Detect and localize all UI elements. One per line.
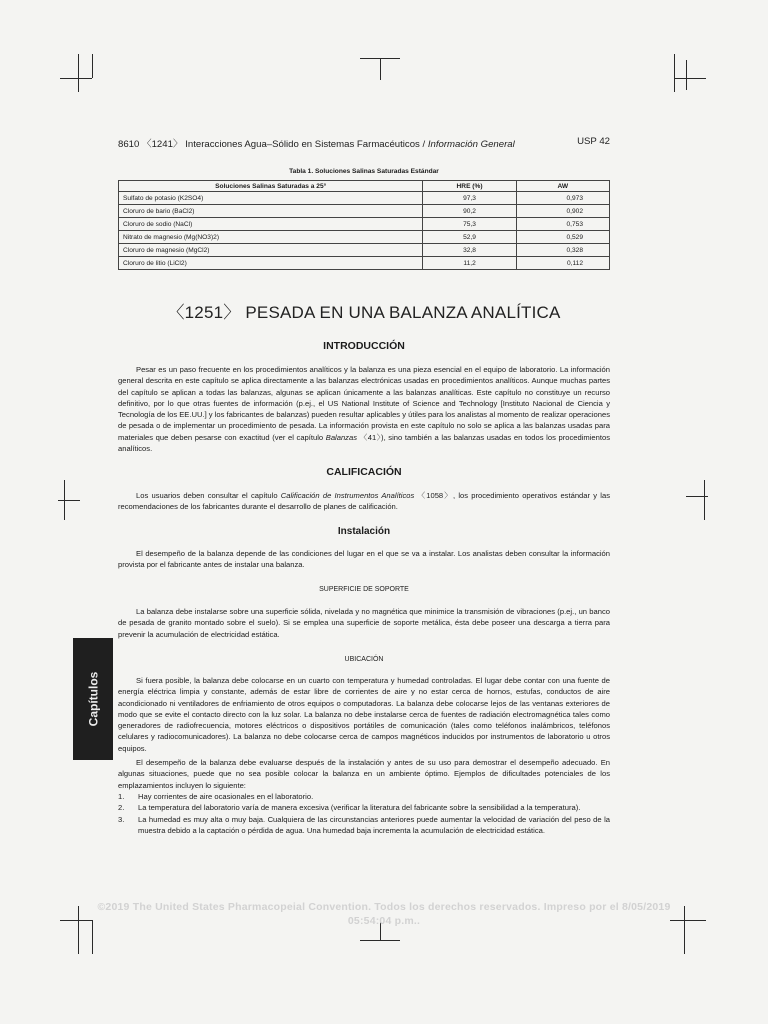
table-cell: 0,973 [516, 192, 609, 205]
crop-mark [92, 54, 93, 78]
crop-mark [704, 480, 705, 520]
instalacion-paragraph: El desempeño de la balanza depende de las condiciones del lugar en el que se va a instalar. Los analistas deben consultar la información provista por el fabricante antes de instalar una balanza. [118, 549, 610, 570]
list-item [118, 814, 610, 837]
list-item-number: 3. [118, 814, 125, 824]
list-item [118, 802, 610, 813]
intro-paragraph [118, 364, 610, 454]
subsection-heading-ubicacion: UBICACIÓN [344, 656, 384, 663]
watermark-line-2: 05:54:04 p.m.. [347, 915, 421, 927]
header-left [118, 136, 515, 150]
table-row [119, 231, 610, 244]
salt-solutions-table [118, 180, 610, 270]
table-cell: Sulfato de potasio (K2SO4) [119, 192, 423, 205]
header-right: USP 42 [577, 136, 610, 147]
difficulties-list [118, 791, 610, 836]
table-cell: 0,112 [516, 257, 609, 270]
chapter-title: 〈1251〉 PESADA EN UNA BALANZA ANALÍTICA [167, 303, 561, 322]
watermark-line-1: ©2019 The United States Pharmacopeial Convention. Todos los derechos reservados. Impreso por el 8/05/2019 [97, 901, 671, 913]
table-cell: 0,529 [516, 231, 609, 244]
list-item [118, 791, 610, 802]
ubicacion-paragraph-1: Si fuera posible, la balanza debe colocarse en un cuarto con temperatura y humedad controladas. El lugar debe contar con una fuente de energía eléctrica limpia y constante, además de estar libre de corrientes de aire y no estar cerca de hornos, estufas, conductos de aire acondicionado ni ventiladores de enfriamiento de otros equipos o computadoras. La balanza debe colocarse lejos de las ventanas exteriores de modo que se evite el contacto directo con la luz solar. La balanza no debe instalarse cerca de fuentes de radiación electromagnética tales como generadores de radiofrecuencia, motores eléctricos o dispositivos portátiles de comunicación (tales como teléfonos inalámbricos, teléfonos celulares y radiocomunicadores). La balanza no debe colocarse cerca de campos magnéticos inducidos por instrumentos de laboratorio u otros equipos. [118, 676, 610, 753]
list-item-text: Hay corrientes de aire ocasionales en el laboratorio. [138, 792, 314, 801]
intro-italic: Balanzas [325, 432, 357, 442]
table-cell: Cloruro de magnesio (MgCl2) [119, 244, 423, 257]
table-row [119, 205, 610, 218]
table-cell: Cloruro de litio (LiCl2) [119, 257, 423, 270]
column-header: Soluciones Salinas Saturadas a 25° [119, 181, 423, 192]
table-cell: Cloruro de sodio (NaCl) [119, 218, 423, 231]
crop-mark [60, 78, 92, 79]
table-cell: 0,902 [516, 205, 609, 218]
subsection-heading-superficie: SUPERFICIE DE SOPORTE [319, 586, 409, 593]
crop-mark [380, 58, 381, 80]
calif-text-1: Los usuarios deben consultar el capítulo [136, 491, 281, 500]
list-item-text: La temperatura del laboratorio varía de manera excesiva (verificar la literatura del fabricante sobre la sensibilidad a la temperatura). [138, 803, 581, 813]
table-row [119, 257, 610, 270]
table-cell: 90,2 [423, 205, 516, 218]
superficie-paragraph: La balanza debe instalarse sobre una superficie sólida, nivelada y no magnética que minimice la transmisión de vibraciones (p.ej., un banco de pesada de granito montado sobre el suelo). Si se emplea una superficie de soporte metálica, ésta debe poseer una descarga a tierra para prevenir la acumulación de electricidad estática. [118, 607, 610, 639]
intro-text-1: Pesar es un paso frecuente en los procedimientos analíticos y la balanza es una pieza esencial en el equipo de laboratorio. La información general descrita en este capítulo se aplica directamente a las balanzas electrónicas usadas en procedimientos analíticos. Aunque muchas partes del capítulo se aplican a todas las balanzas, algunas se aplican únicamente a las balanzas analíticas. Este capítulo no constituye un recurso definitivo, por lo que otras fuentes de información (p.ej., el US National Institute of Science and Technology [Instituto Nacional de Ciencia y Tecnología de los EE.UU.] y los fabricantes de balanzas) pueden resultar aplicables y útiles para los analistas al momento de realizar operaciones de pesada o de implementar un procedimiento de pesada. La información provista en este capítulo no solo se aplica a las balanzas usadas para materiales que deben pesarse con exactitud (ver el capítulo [118, 365, 610, 442]
column-header: HRE (%) [423, 181, 516, 192]
crop-mark [674, 54, 675, 92]
table-cell: Cloruro de bario (BaCl2) [119, 205, 423, 218]
column-header: AW [516, 181, 609, 192]
ubicacion-paragraph-2: El desempeño de la balanza debe evaluarse después de la instalación y antes de su uso para demostrar el desempeño adecuado. En algunas situaciones, puede que no sea posible colocar la balanza en un ambiente óptimo. Ejemplos de dificultades potenciales de los emplazamientos incluyen lo siguiente: [118, 758, 610, 790]
section-heading-introduccion: INTRODUCCIÓN [323, 340, 405, 352]
crop-mark [78, 54, 79, 92]
list-item-number: 2. [118, 803, 125, 813]
side-tab-label: Capítulos [86, 671, 101, 727]
table-header-row [119, 181, 610, 192]
copyright-watermark [0, 900, 768, 928]
calif-text-2: 〈1058〉, los procedimiento operativos estándar y las recomendaciones de los fabricantes durante el desarrollo de planes de calificación. [118, 491, 610, 512]
list-item-number: 1. [118, 792, 125, 801]
table-title: Tabla 1. Soluciones Salinas Saturadas Estándar [289, 168, 439, 175]
calificacion-paragraph [118, 490, 610, 513]
table-cell: 97,3 [423, 192, 516, 205]
header-left-italic: Información General [427, 139, 515, 150]
table-row [119, 218, 610, 231]
section-heading-calificacion: CALIFICACIÓN [326, 466, 402, 478]
crop-mark [674, 78, 706, 79]
table-cell: Nitrato de magnesio (Mg(NO3)2) [119, 231, 423, 244]
table-cell: 0,328 [516, 244, 609, 257]
crop-mark [64, 480, 65, 520]
table-cell: 75,3 [423, 218, 516, 231]
list-item-text: La humedad es muy alta o muy baja. Cualquiera de las circunstancias anteriores puede aumentar la velocidad de variación del peso de la muestra debido a la captación o pérdida de agua. Una humedad baja incrementa la acumulación de electricidad estática. [138, 814, 610, 835]
intro-text-2: 〈41〉), sino también a las balanzas usadas en todos los procedimientos analíticos. [118, 432, 610, 454]
chapters-side-tab [73, 638, 113, 760]
table-row [119, 192, 610, 205]
crop-mark [360, 940, 400, 941]
table-row [119, 244, 610, 257]
table-cell: 32,8 [423, 244, 516, 257]
calif-italic: Calificación de Instrumentos Analíticos [280, 491, 415, 500]
table-cell: 11,2 [423, 257, 516, 270]
table-cell: 0,753 [516, 218, 609, 231]
header-left-text: 8610 〈1241〉 Interacciones Agua–Sólido en Sistemas Farmacéuticos / [118, 139, 428, 150]
table-cell: 52,9 [423, 231, 516, 244]
subsection-heading-instalacion: Instalación [337, 526, 391, 537]
crop-mark [58, 500, 80, 501]
crop-mark [686, 60, 687, 90]
